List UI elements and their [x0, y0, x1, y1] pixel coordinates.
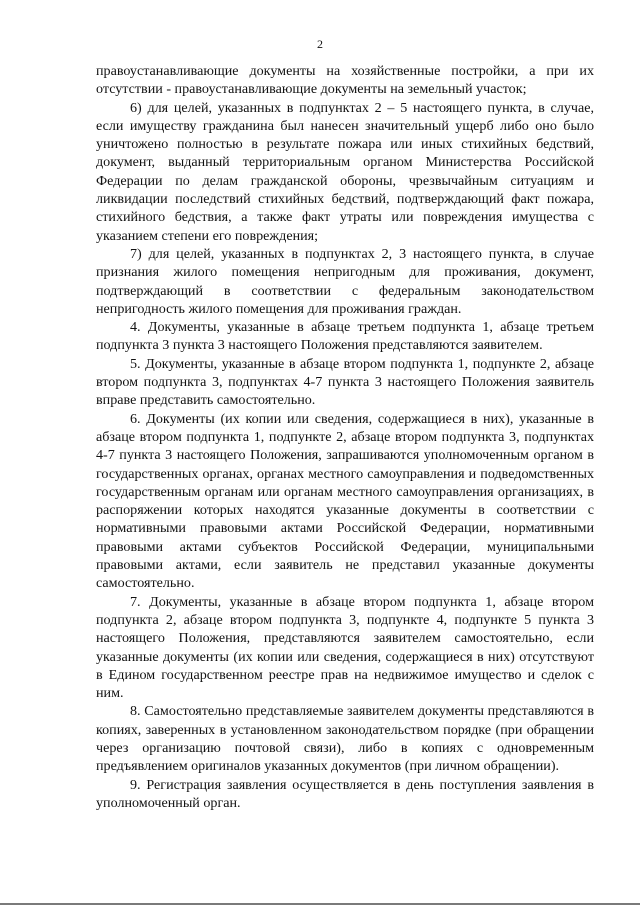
- document-body: [96, 62, 594, 812]
- paragraph-subitem-6: 6) для целей, указанных в подпунктах 2 – 5 настоящего пункта, в случае, если имуществу гражданина был нанесен значительный ущерб либо оно было уничтожено полностью в результате пожара или иных стихийных бедствий, документ, выданный территориальным органом Министерства Российской Федерации по делам гражданской обороны, чрезвычайным ситуациям и ликвидации последствий стихийных бедствий, подтверждающий факт пожара, стихийного бедствия, а также факт утраты или повреждения имущества с указанием степени его повреждения;: [96, 99, 594, 244]
- paragraph-item-8: 8. Самостоятельно представляемые заявителем документы представляются в копиях, заверенных в установленном законодательством порядке (при обращении через организацию почтовой связи), либо в копиях с одновременным предъявлением оригиналов указанных документов (при личном обращении).: [96, 703, 594, 775]
- paragraph-subitem-7: 7) для целей, указанных в подпунктах 2, 3 настоящего пункта, в случае признания жилого помещения непригодным для проживания, документ, подтверждающий в соответствии с федеральным законодательством непригодность жилого помещения для проживания граждан.: [96, 245, 594, 317]
- paragraph-item-7: 7. Документы, указанные в абзаце втором подпункта 1, абзаце втором подпункта 2, абзаце втором подпункта 3, подпункте 4, подпункте 5 пункта 3 настоящего Положения, представляются заявителем самостоятельно, если указанные документы (их копии или сведения, содержащиеся в них) отсутствуют в Едином государственном реестре прав на недвижимое имущество и сделок с ним.: [96, 593, 594, 702]
- paragraph-item-4: 4. Документы, указанные в абзаце третьем подпункта 1, абзаце третьем подпункта 3 пункта 3 настоящего Положения представляются заявителем.: [96, 319, 594, 354]
- paragraph-continuation: правоустанавливающие документы на хозяйственные постройки, а при их отсутствии - правоустанавливающие документы на земельный участок;: [96, 63, 594, 98]
- paragraph-item-6: 6. Документы (их копии или сведения, содержащиеся в них), указанные в абзаце втором подпункта 1, подпункте 2, абзаце втором подпункта 3, подпунктах 4-7 пункта 3 настоящего Положения, запрашиваются уполномоченным органом в государственных органах, органах местного самоуправления и подведомственных государственным органам или органам местного самоуправления организациях, в распоряжении которых находятся указанные документы в соответствии с нормативными правовыми актами Российской Федерации, нормативными правовыми актами субъектов Российской Федерации, муниципальными правовыми актами, если заявитель не представил указанные документы самостоятельно.: [96, 410, 594, 592]
- page-number: 2: [317, 37, 323, 51]
- paragraph-item-5: 5. Документы, указанные в абзаце втором подпункта 1, подпункте 2, абзаце втором подпункта 3, подпунктах 4-7 пункта 3 настоящего Положения заявитель вправе представить самостоятельно.: [96, 355, 594, 409]
- paragraph-item-9: 9. Регистрация заявления осуществляется в день поступления заявления в уполномоченный орган.: [96, 776, 594, 811]
